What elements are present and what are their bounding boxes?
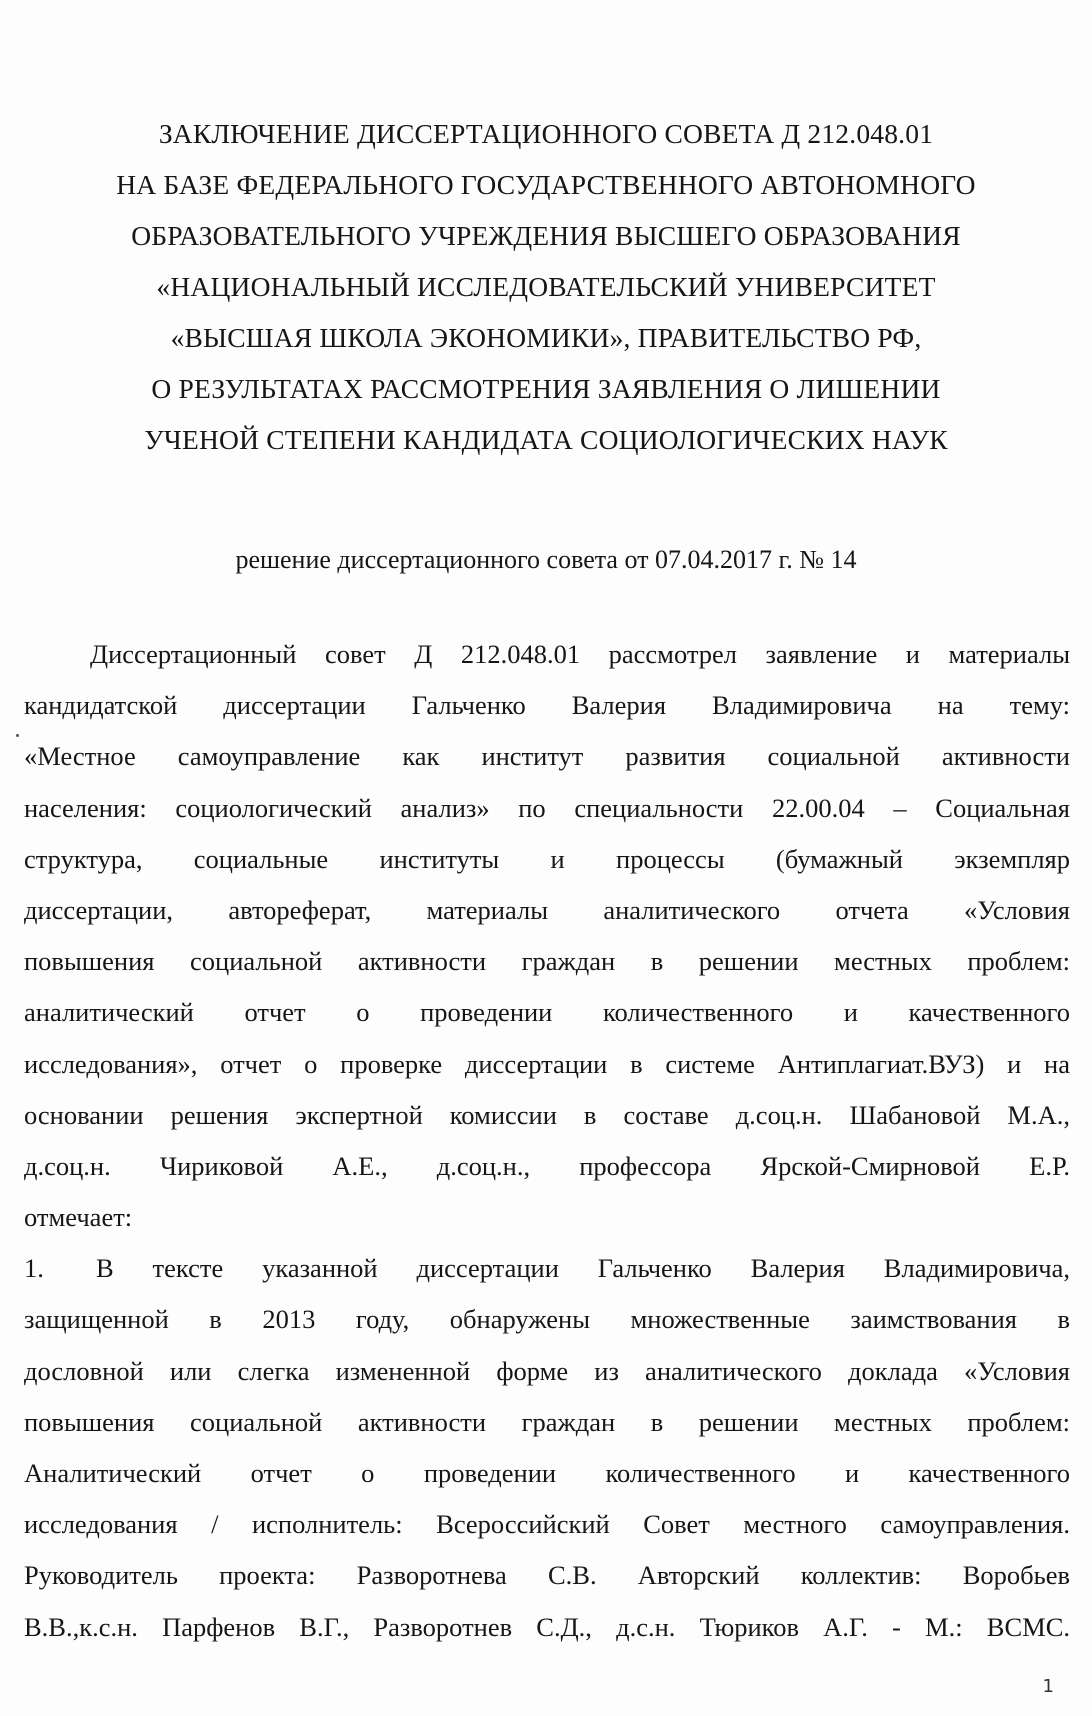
paragraph-line: «Местное самоуправление как институт развития социальной активности — [24, 741, 1070, 772]
page-number: 1 — [1042, 1676, 1054, 1697]
header-line: «ВЫСШАЯ ШКОЛА ЭКОНОМИКИ», ПРАВИТЕЛЬСТВО РФ, — [170, 322, 922, 353]
header-line: О РЕЗУЛЬТАТАХ РАССМОТРЕНИЯ ЗАЯВЛЕНИЯ О ЛИШЕНИИ — [151, 373, 941, 404]
decision-line: решение диссертационного совета от 07.04.2017 г. № 14 — [235, 545, 857, 574]
paragraph-line: основании решения экспертной комиссии в составе д.соц.н. Шабановой М.А., — [24, 1099, 1070, 1130]
list-item-line: защищенной в 2013 году, обнаружены множественные заимствования в — [24, 1304, 1070, 1335]
header-line: НА БАЗЕ ФЕДЕРАЛЬНОГО ГОСУДАРСТВЕННОГО АВТОНОМНОГО — [116, 169, 976, 200]
paragraph-line: отмечает: — [24, 1202, 133, 1233]
scan-speck — [16, 734, 19, 737]
header-line: УЧЕНОЙ СТЕПЕНИ КАНДИДАТА СОЦИОЛОГИЧЕСКИХ НАУК — [144, 424, 948, 455]
header-line: ЗАКЛЮЧЕНИЕ ДИССЕРТАЦИОННОГО СОВЕТА Д 212.048.01 — [158, 118, 934, 149]
paragraph-line: Диссертационный совет Д 212.048.01 рассмотрел заявление и материалы — [90, 639, 1070, 669]
list-item-line: Аналитический отчет о проведении количественного и качественного — [24, 1458, 1070, 1488]
paragraph-line: структура, социальные институты и процессы (бумажный экземпляр — [24, 843, 1070, 874]
paragraph-line: кандидатской диссертации Гальченко Валерия Владимировича на тему: — [24, 690, 1070, 721]
list-item-line: исследования / исполнитель: Всероссийский Совет местного самоуправления. — [24, 1509, 1070, 1540]
list-item-text: В тексте указанной диссертации Гальченко Валерия Владимировича, — [96, 1253, 1070, 1284]
list-item-first-line — [24, 1243, 1070, 1294]
header-line: «НАЦИОНАЛЬНЫЙ ИССЛЕДОВАТЕЛЬСКИЙ УНИВЕРСИТЕТ — [156, 271, 936, 302]
paragraph-line: диссертации, автореферат, материалы аналитического отчета «Условия — [24, 894, 1070, 925]
paragraph-line: д.соц.н. Чириковой А.Е., д.соц.н., профессора Ярской-Смирновой Е.Р. — [24, 1150, 1070, 1181]
paragraph-line: населения: социологический анализ» по специальности 22.00.04 – Социальная — [24, 792, 1070, 823]
paragraph-line: аналитический отчет о проведении количественного и качественного — [24, 997, 1070, 1028]
paragraph-line: повышения социальной активности граждан в решении местных проблем: — [24, 946, 1070, 977]
list-item-line: Руководитель проекта: Разворотнева С.В. Авторский коллектив: Воробьев — [24, 1560, 1070, 1591]
document-header — [60, 108, 1032, 465]
list-item-number: 1. — [24, 1253, 44, 1284]
header-line: ОБРАЗОВАТЕЛЬНОГО УЧРЕЖДЕНИЯ ВЫСШЕГО ОБРАЗОВАНИЯ — [131, 220, 961, 251]
paragraph-line: исследования», отчет о проверке диссертации в системе Антиплагиат.ВУЗ) и на — [24, 1048, 1070, 1079]
list-item-line: повышения социальной активности граждан в решении местных проблем: — [24, 1406, 1070, 1437]
document-body — [24, 629, 1070, 1653]
list-item-line: дословной или слегка измененной форме из аналитического доклада «Условия — [24, 1355, 1070, 1386]
list-item-line: В.В.,к.с.н. Парфенов В.Г., Разворотнев С.Д., д.с.н. Тюриков А.Г. - М.: ВСМС. — [24, 1611, 1070, 1642]
